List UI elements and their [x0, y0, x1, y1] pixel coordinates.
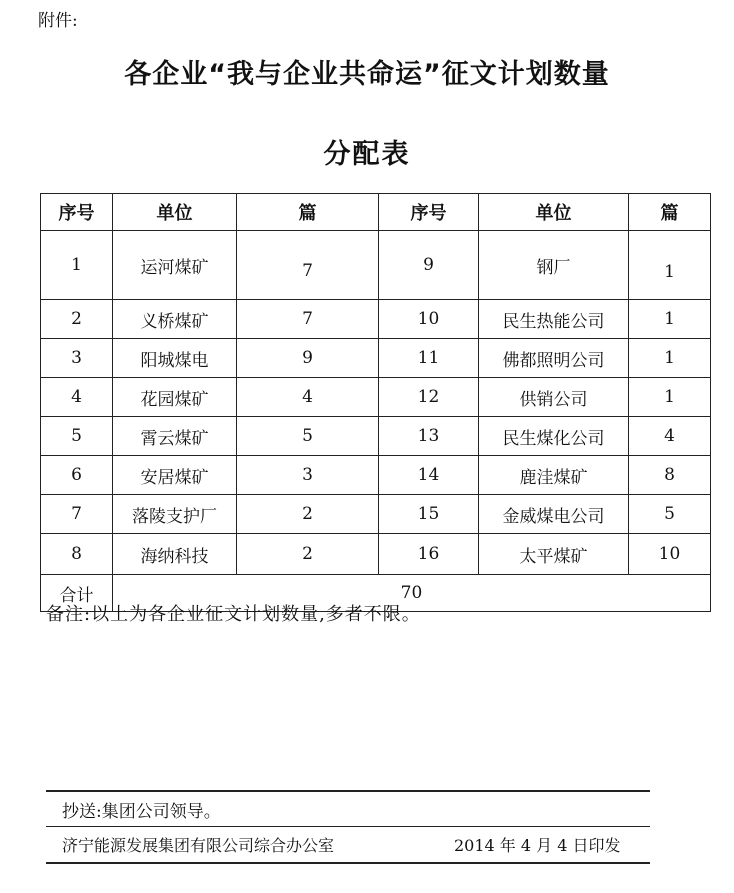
header-count-right: 篇	[629, 194, 711, 231]
header-count-left: 篇	[237, 194, 379, 231]
count-cell: 5	[629, 495, 711, 534]
table-row	[41, 300, 711, 339]
table-row	[41, 417, 711, 456]
unit-cell: 海纳科技	[113, 534, 237, 575]
unit-cell: 鹿洼煤矿	[479, 456, 629, 495]
unit-cell: 安居煤矿	[113, 456, 237, 495]
count-cell: 7	[237, 300, 379, 339]
count-cell: 1	[629, 378, 711, 417]
count-cell: 9	[237, 339, 379, 378]
cc-line: 抄送:集团公司领导。	[62, 802, 221, 822]
seq-cell: 9	[379, 231, 479, 300]
unit-cell: 金威煤电公司	[479, 495, 629, 534]
count-cell: 4	[629, 417, 711, 456]
unit-cell: 阳城煤电	[113, 339, 237, 378]
unit-cell: 落陵支护厂	[113, 495, 237, 534]
count-cell: 1	[629, 339, 711, 378]
remark-note: 备注:以上为各企业征文计划数量,多者不限。	[46, 604, 421, 625]
seq-cell: 14	[379, 456, 479, 495]
count-cell: 5	[237, 417, 379, 456]
unit-cell: 运河煤矿	[113, 231, 237, 300]
count-cell: 3	[237, 456, 379, 495]
allocation-table	[40, 193, 711, 612]
seq-cell: 4	[41, 378, 113, 417]
count-cell: 8	[629, 456, 711, 495]
seq-cell: 13	[379, 417, 479, 456]
issue-date: 2014 年 4 月 4 日印发	[454, 836, 621, 855]
unit-cell: 花园煤矿	[113, 378, 237, 417]
count-cell: 1	[629, 300, 711, 339]
document-title: 各企业“我与企业共命运”征文计划数量	[124, 59, 610, 90]
count-cell: 2	[237, 534, 379, 575]
footer-divider-bottom	[46, 862, 650, 864]
seq-cell: 10	[379, 300, 479, 339]
count-cell: 1	[629, 231, 711, 300]
table-row	[41, 378, 711, 417]
seq-cell: 12	[379, 378, 479, 417]
header-unit-left: 单位	[113, 194, 237, 231]
seq-cell: 16	[379, 534, 479, 575]
unit-cell: 供销公司	[479, 378, 629, 417]
seq-cell: 2	[41, 300, 113, 339]
count-cell: 2	[237, 495, 379, 534]
unit-cell: 民生热能公司	[479, 300, 629, 339]
seq-cell: 3	[41, 339, 113, 378]
table-row	[41, 534, 711, 575]
seq-cell: 8	[41, 534, 113, 575]
total-value: 70	[113, 575, 711, 612]
seq-cell: 15	[379, 495, 479, 534]
header-seq-left: 序号	[41, 194, 113, 231]
table-row	[41, 456, 711, 495]
unit-cell: 钢厂	[479, 231, 629, 300]
count-cell: 7	[237, 231, 379, 300]
table-header-row	[41, 194, 711, 231]
seq-cell: 7	[41, 495, 113, 534]
count-cell: 4	[237, 378, 379, 417]
header-seq-right: 序号	[379, 194, 479, 231]
document-subtitle: 分配表	[323, 139, 411, 170]
unit-cell: 太平煤矿	[479, 534, 629, 575]
unit-cell: 霄云煤矿	[113, 417, 237, 456]
seq-cell: 5	[41, 417, 113, 456]
table-row	[41, 231, 711, 300]
attachment-label: 附件:	[38, 11, 78, 31]
count-cell: 10	[629, 534, 711, 575]
table-row	[41, 339, 711, 378]
seq-cell: 6	[41, 456, 113, 495]
table-row	[41, 495, 711, 534]
issuing-office: 济宁能源发展集团有限公司综合办公室	[62, 836, 335, 855]
seq-cell: 11	[379, 339, 479, 378]
total-label: 合计	[41, 575, 113, 612]
header-unit-right: 单位	[479, 194, 629, 231]
unit-cell: 佛都照明公司	[479, 339, 629, 378]
unit-cell: 民生煤化公司	[479, 417, 629, 456]
unit-cell: 义桥煤矿	[113, 300, 237, 339]
footer-divider-top	[46, 790, 650, 792]
seq-cell: 1	[41, 231, 113, 300]
footer-divider-middle	[46, 826, 650, 827]
